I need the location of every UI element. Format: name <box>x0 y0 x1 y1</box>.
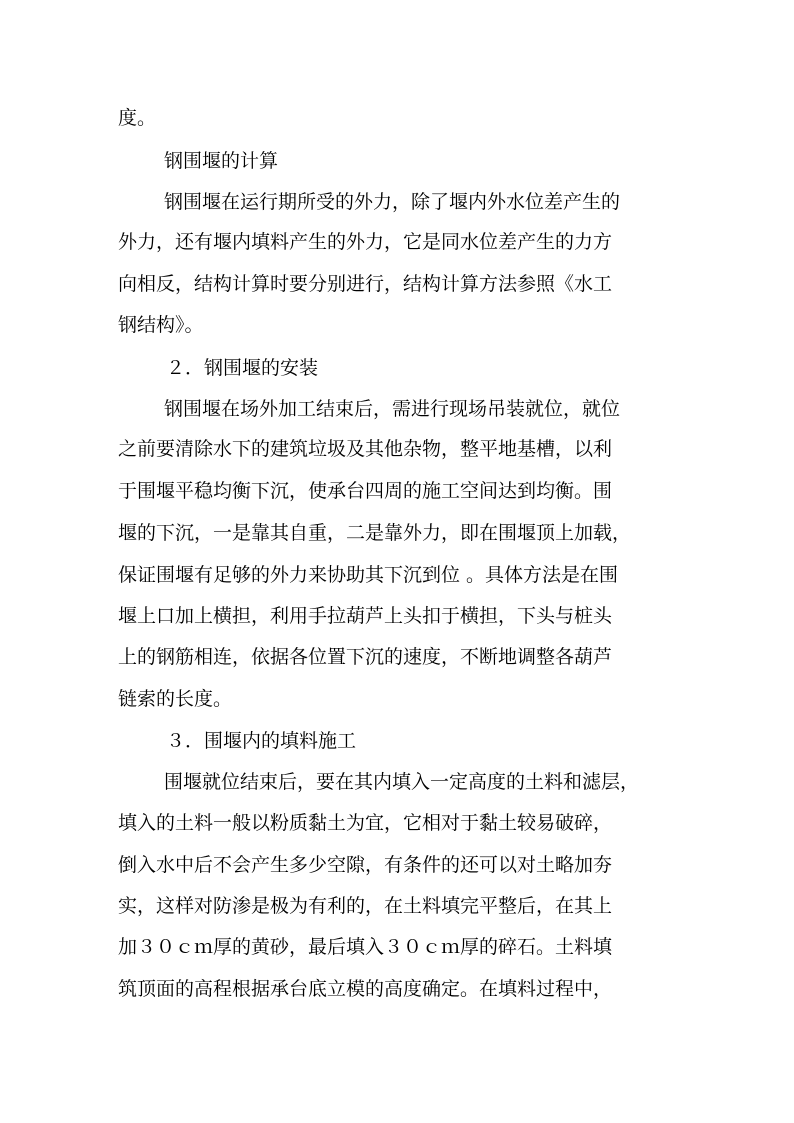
paragraph-line: 倒入水中后不会产生多少空隙，有条件的还可以对土略加夯 <box>118 854 613 876</box>
paragraph-line: 堰上口加上横担，利用手拉葫芦上头扣于横担，下头与桩头 <box>118 605 613 627</box>
paragraph-line: 上的钢筋相连，依据各位置下沉的速度，不断地调整各葫芦 <box>118 646 613 668</box>
paragraph-line: 填入的土料一般以粉质黏土为宜，它相对于黏土较易破碎， <box>118 812 613 834</box>
paragraph-line: 向相反，结构计算时要分别进行，结构计算方法参照《水工 <box>118 273 613 295</box>
paragraph-line: 外力，还有堰内填料产生的外力，它是同水位差产生的力方 <box>118 231 613 253</box>
paragraph-line: 钢结构》。 <box>118 314 204 336</box>
paragraph-line: 实，这样对防渗是极为有利的，在土料填完平整后，在其上 <box>118 895 613 917</box>
section-heading: ２．钢围堰的安装 <box>166 357 319 379</box>
paragraph-line: 加３０ｃｍ厚的黄砂，最后填入３０ｃｍ厚的碎石。土料填 <box>118 936 613 958</box>
paragraph-line: 保证围堰有足够的外力来协助其下沉到位 。具体方法是在围 <box>118 564 619 586</box>
paragraph-line: 之前要清除水下的建筑垃圾及其他杂物，整平地基槽，以利 <box>118 438 613 460</box>
paragraph-line: 链索的长度。 <box>118 688 233 710</box>
section-heading: ３．围堰内的填料施工 <box>166 730 357 752</box>
paragraph-line: 围堰就位结束后，要在其内填入一定高度的土料和滤层， <box>164 771 640 793</box>
paragraph-line: 钢围堰在场外加工结束后，需进行现场吊装就位，就位 <box>164 398 621 420</box>
text-line: 度。 <box>118 107 157 129</box>
paragraph-line: 堰的下沉，一是靠其自重，二是靠外力，即在围堰顶上加载， <box>118 522 632 544</box>
paragraph-line: 钢围堰在运行期所受的外力，除了堰内外水位差产生的 <box>164 191 621 213</box>
paragraph-line: 筑顶面的高程根据承台底立模的高度确定。在填料过程中， <box>118 978 613 1000</box>
section-heading: 钢围堰的计算 <box>164 150 279 172</box>
paragraph-line: 于围堰平稳均衡下沉，使承台四周的施工空间达到均衡。围 <box>118 480 613 502</box>
